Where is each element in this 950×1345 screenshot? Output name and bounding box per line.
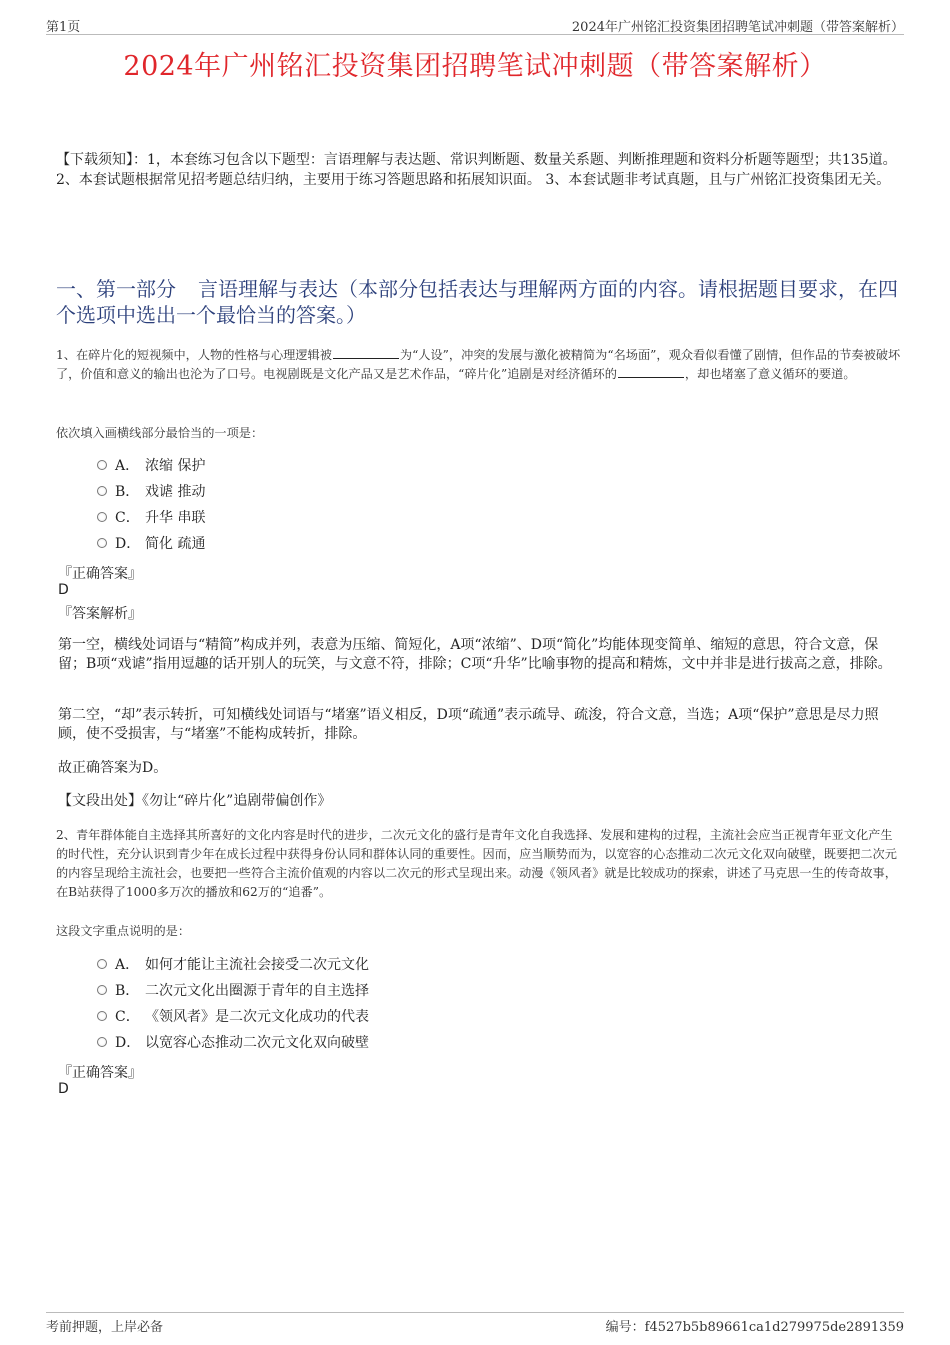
option-letter: C． — [115, 1009, 140, 1025]
document-id: 编号：f4527b5b89661ca1d279975de2891359 — [605, 1320, 904, 1335]
option-text: 浓缩 保护 — [145, 458, 206, 474]
download-notice: 【下载须知】：1，本套练习包含以下题型：言语理解与表达题、常识判断题、数量关系题、判断推理题和资料分析题等题型；共135道。 2、本套试题根据常见招考题总结归纳，主要用于练习答题思路和拓展知识面。 3、本套试题非考试真题，且与广州铭汇投资集团无关。 — [56, 152, 897, 188]
question-2-option-b[interactable] — [97, 982, 369, 1000]
radio-icon[interactable] — [97, 1037, 107, 1047]
radio-icon[interactable] — [97, 985, 107, 995]
option-letter: B． — [115, 484, 140, 500]
question-1-option-a[interactable] — [97, 457, 205, 475]
question-2-answer: D — [58, 1081, 69, 1097]
analysis-conclusion: 故正确答案为D。 — [58, 760, 168, 776]
document-title: 2024年广州铭汇投资集团招聘笔试冲刺题（带答案解析） — [123, 51, 827, 82]
radio-icon[interactable] — [97, 512, 107, 522]
question-1-text-part: 1、在碎片化的短视频中，人物的性格与心理逻辑被 — [56, 348, 332, 362]
option-letter: B． — [115, 983, 140, 999]
question-1-text-part: 为“人设”，冲突的发展与激化被精简为“名场面”，观众看似看懂了剧情，但作品的节奏被破坏了，价值和意义的输出也沦为了口号。电视剧既是文化产品又是艺术作品，“碎片化”追剧是对经济循环的 — [56, 348, 901, 381]
question-1-text — [56, 346, 902, 384]
footer-slogan: 考前押题，上岸必备 — [46, 1320, 164, 1335]
question-1-answer-label: 『正确答案』 — [58, 566, 142, 582]
header-title: 2024年广州铭汇投资集团招聘笔试冲刺题（带答案解析） — [571, 20, 904, 35]
question-1-text-part: ，却也堵塞了意义循环的要道。 — [684, 367, 856, 381]
option-text: 戏谑 推动 — [145, 484, 206, 500]
section-title-text: 言语理解与表达（本部分包括表达与理解两方面的内容。请根据题目要求，在四个选项中选出一个最恰当的答案。） — [56, 277, 898, 327]
radio-icon[interactable] — [97, 486, 107, 496]
question-2-option-a[interactable] — [97, 956, 369, 974]
option-letter: D． — [115, 536, 141, 552]
option-letter: A． — [115, 957, 140, 973]
analysis-paragraph: 第一空，横线处词语与“精简”构成并列，表意为压缩、简短化，A项“浓缩”、D项“简化”均能体现变简单、缩短的意思，符合文意，保留；B项“戏谑”指用逗趣的话开别人的玩笑，与文意不符，排除；C项“升华”比喻事物的提高和精炼，文中并非是进行拔高之意，排除。 — [58, 637, 892, 672]
radio-icon[interactable] — [97, 460, 107, 470]
analysis-paragraph: 第二空，“却”表示转折，可知横线处词语与“堵塞”语义相反，D项“疏通”表示疏导、疏浚，符合文意，当选；A项“保护”意思是尽力照顾，使不受损害，与“堵塞”不能构成转折，排除。 — [58, 707, 879, 742]
question-2-option-c[interactable] — [97, 1008, 369, 1026]
option-text: 如何才能让主流社会接受二次元文化 — [145, 957, 369, 973]
option-letter: D． — [115, 1035, 141, 1051]
page-header — [46, 14, 904, 35]
question-2-prompt: 这段文字重点说明的是： — [56, 924, 191, 938]
option-text: 简化 疏通 — [145, 536, 206, 552]
question-1-option-b[interactable] — [97, 483, 205, 501]
question-1-option-d[interactable] — [97, 535, 205, 553]
radio-icon[interactable] — [97, 538, 107, 548]
question-1-option-c[interactable] — [97, 509, 205, 527]
question-1-answer: D — [58, 582, 69, 598]
page-footer — [46, 1312, 904, 1335]
question-1-analysis-label: 『答案解析』 — [58, 606, 142, 622]
question-2-text: 2、青年群体能自主选择其所喜好的文化内容是时代的进步，二次元文化的盛行是青年文化自我选择、发展和建构的过程，主流社会应当正视青年亚文化产生的时代性，充分认识到青少年在成长过程中获得身份认同和群体认同的重要性。因而，应当顺势而为，以宽容的心态推动二次元文化双向破壁，既要把二次元的内容呈现给主流社会，也要把一些符合主流价值观的内容以二次元的形式呈现出来。动漫《领风者》就是比较成功的探索，讲述了马克思一生的传奇故事，在B站获得了1000多万次的播放和62万的“追番”。 — [56, 828, 897, 899]
option-letter: A． — [115, 458, 140, 474]
option-text: 二次元文化出圈源于青年的自主选择 — [145, 983, 369, 999]
option-text: 《领风者》是二次元文化成功的代表 — [145, 1009, 369, 1025]
page-number: 第1页 — [46, 20, 81, 35]
analysis-source: 【文段出处】《勿让“碎片化”追剧带偏创作》 — [58, 793, 332, 809]
option-text: 以宽容心态推动二次元文化双向破壁 — [145, 1035, 369, 1051]
fill-blank — [333, 347, 399, 359]
question-1-prompt: 依次填入画横线部分最恰当的一项是： — [56, 426, 264, 440]
radio-icon[interactable] — [97, 959, 107, 969]
radio-icon[interactable] — [97, 1011, 107, 1021]
question-2-answer-label: 『正确答案』 — [58, 1065, 142, 1081]
option-text: 升华 串联 — [145, 510, 206, 526]
section-part: 一、第一部分 — [56, 277, 176, 301]
fill-blank — [618, 366, 684, 378]
question-2-option-d[interactable] — [97, 1034, 369, 1052]
option-letter: C． — [115, 510, 140, 526]
section-heading — [56, 276, 902, 328]
